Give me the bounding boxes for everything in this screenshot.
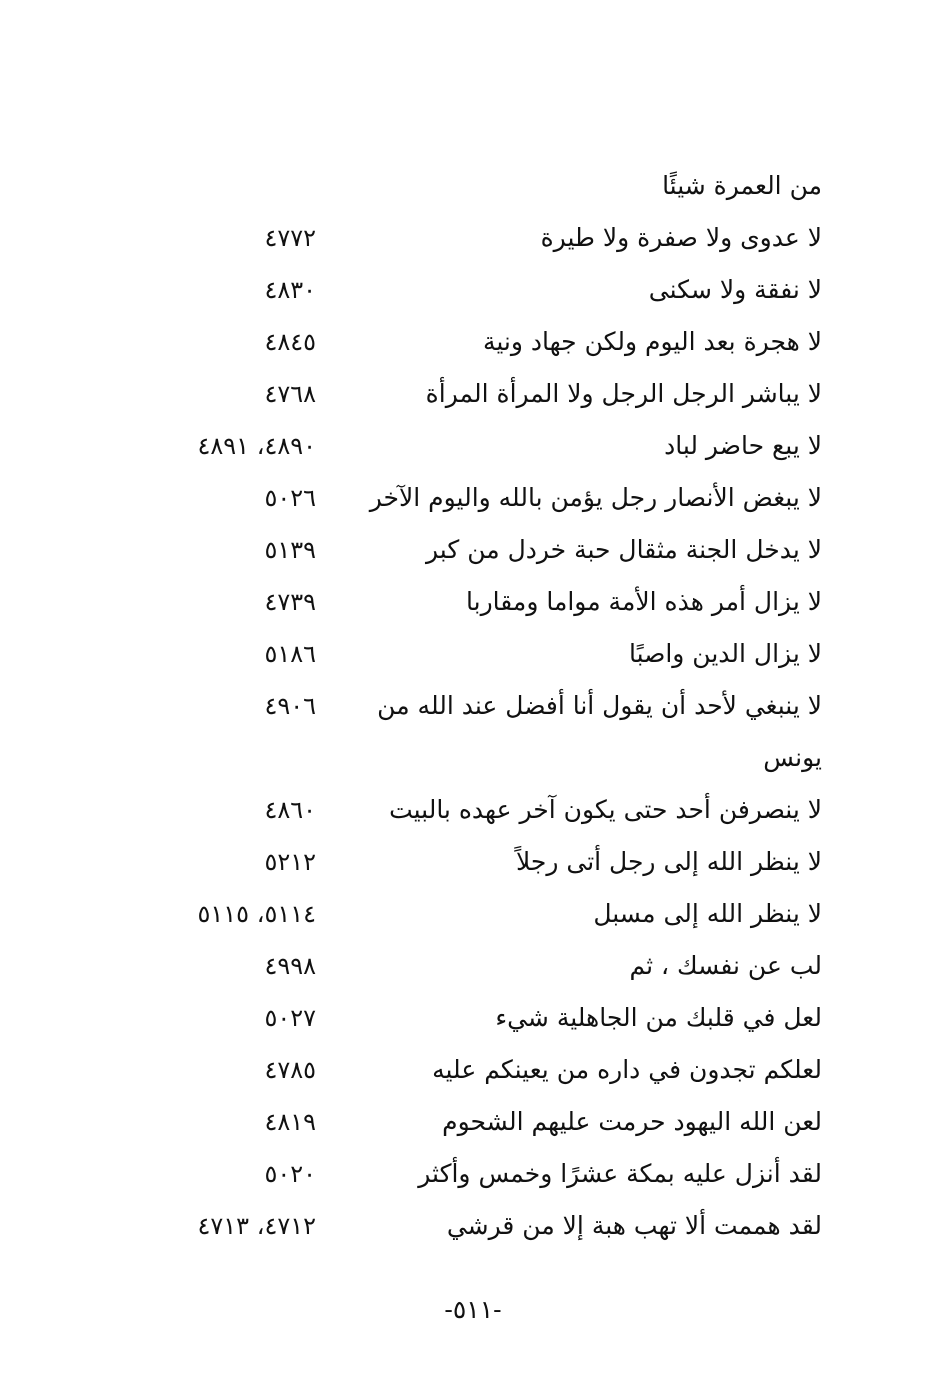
index-phrase: لا يزال أمر هذه الأمة مواما ومقاربا [466, 587, 822, 616]
index-refs: ٥٠٢٧ [264, 1004, 316, 1032]
index-refs: ٥٢١٢ [264, 848, 316, 876]
index-row [0, 576, 946, 628]
index-phrase: من العمرة شيئًا [662, 171, 822, 200]
index-row [0, 1200, 946, 1252]
index-row [0, 420, 946, 472]
index-phrase: لب عن نفسك ، ثم [629, 951, 822, 980]
index-refs: ٤٧١٢، ٤٧١٣ [197, 1212, 316, 1240]
index-refs: ٥٠٢٠ [264, 1160, 316, 1188]
index-row [0, 1148, 946, 1200]
index-row [0, 784, 946, 836]
index-row [0, 1096, 946, 1148]
index-phrase: لا ينظر الله إلى مسبل [593, 899, 822, 928]
index-phrase: لعل في قلبك من الجاهلية شيء [495, 1003, 822, 1032]
index-phrase: لا يباشر الرجل الرجل ولا المرأة المرأة [425, 379, 822, 408]
page-number: -٥١١- [444, 1295, 502, 1324]
index-phrase: لعلكم تجدون في داره من يعينكم عليه [432, 1055, 822, 1084]
index-row [0, 1044, 946, 1096]
index-refs: ٤٨٣٠ [264, 276, 316, 304]
index-refs: ٥١٣٩ [264, 536, 316, 564]
index-refs: ٤٨٤٥ [264, 328, 316, 356]
index-phrase: لا ينظر الله إلى رجل أتى رجلاً [515, 847, 822, 876]
index-refs: ٤٧٨٥ [264, 1056, 316, 1084]
index-refs: ٥٠٢٦ [264, 484, 316, 512]
index-refs: ٤٧٣٩ [264, 588, 316, 616]
index-refs: ٥١٨٦ [264, 640, 316, 668]
index-row [0, 628, 946, 680]
index-row [0, 836, 946, 888]
index-row [0, 992, 946, 1044]
index-phrase: لا يزال الدين واصبًا [628, 639, 822, 668]
index-refs: ٥١١٤، ٥١١٥ [197, 900, 316, 928]
index-phrase: لعن الله اليهود حرمت عليهم الشحوم [442, 1107, 822, 1136]
index-row [0, 160, 946, 212]
index-refs: ٤٩٩٨ [264, 952, 316, 980]
index-row [0, 888, 946, 940]
index-row [0, 940, 946, 992]
index-phrase: لا يدخل الجنة مثقال حبة خردل من كبر [426, 535, 822, 564]
index-row [0, 472, 946, 524]
index-phrase: لا ينبغي لأحد أن يقول أنا أفضل عند الله من [377, 691, 822, 720]
index-phrase: لقد هممت ألا تهب هبة إلا من قرشي [446, 1211, 822, 1240]
index-row [0, 524, 946, 576]
index-refs: ٤٨٩٠، ٤٨٩١ [197, 432, 316, 460]
index-row [0, 316, 946, 368]
index-phrase: يونس [763, 743, 822, 772]
index-refs: ٤٧٧٢ [264, 224, 316, 252]
index-phrase: لا ينصرفن أحد حتى يكون آخر عهده بالبيت [389, 795, 822, 824]
index-refs: ٤٨١٩ [264, 1108, 316, 1136]
index-phrase: لا هجرة بعد اليوم ولكن جهاد ونية [482, 327, 822, 356]
index-phrase: لا يبع حاضر لباد [664, 431, 822, 460]
index-row [0, 212, 946, 264]
index-refs: ٤٩٠٦ [264, 692, 316, 720]
index-row [0, 368, 946, 420]
index-row [0, 732, 946, 784]
index-phrase: لا عدوى ولا صفرة ولا طيرة [540, 223, 822, 252]
index-phrase: لا نفقة ولا سكنى [648, 275, 822, 304]
index-row [0, 264, 946, 316]
index-phrase: لا يبغض الأنصار رجل يؤمن بالله واليوم الآخر [369, 483, 822, 512]
index-refs: ٤٨٦٠ [264, 796, 316, 824]
index-row [0, 680, 946, 732]
index-phrase: لقد أنزل عليه بمكة عشرًا وخمس وأكثر [418, 1159, 822, 1188]
index-refs: ٤٧٦٨ [264, 380, 316, 408]
